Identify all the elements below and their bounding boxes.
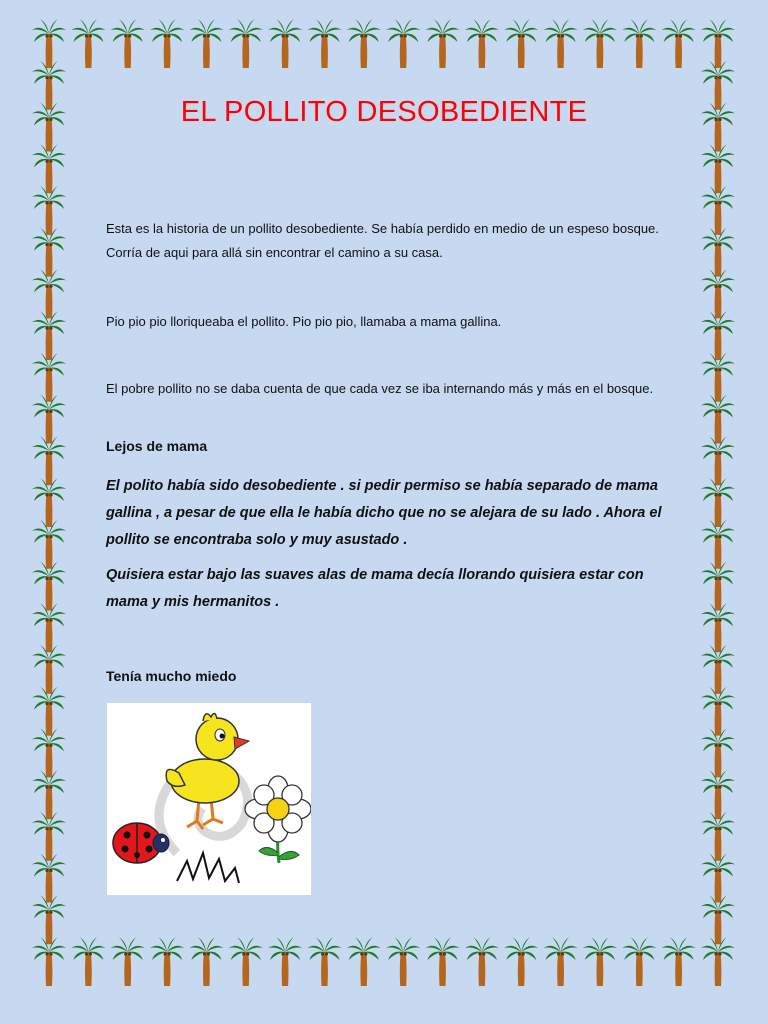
palm-tree-icon [32,269,66,318]
palm-tree-icon [662,937,696,986]
palm-tree-icon [544,937,578,986]
palm-tree-icon [111,19,145,68]
palm-tree-icon [32,603,66,652]
palm-tree-icon [465,19,499,68]
palm-tree-icon [308,19,342,68]
palm-tree-icon [347,19,381,68]
palm-tree-icon [662,19,696,68]
chick-illustration [107,703,311,895]
palm-tree-icon [701,770,735,819]
palm-tree-icon [701,562,735,611]
palm-tree-icon [32,353,66,402]
palm-tree-icon [504,937,538,986]
palm-tree-icon [229,937,263,986]
palm-tree-icon [701,436,735,485]
palm-tree-icon [701,186,735,235]
palm-tree-icon [701,812,735,861]
forest-paragraph: El pobre pollito no se daba cuenta de que cada vez se iba internando más y más en el bosque. [106,381,654,396]
palm-tree-icon [701,854,735,903]
palm-tree-icon [386,19,420,68]
palm-tree-icon [426,19,460,68]
palm-tree-icon [229,19,263,68]
palm-tree-icon [189,19,223,68]
palm-tree-icon [701,520,735,569]
palm-tree-icon [504,19,538,68]
palm-tree-icon [386,937,420,986]
palm-tree-icon [32,812,66,861]
palm-tree-icon [622,19,656,68]
palm-tree-icon [32,937,66,986]
palm-tree-icon [268,937,302,986]
palm-tree-icon [701,269,735,318]
palm-tree-icon [111,937,145,986]
intro-paragraph: Esta es la historia de un pollito desobediente. Se había perdido en medio de un espeso bosque. Corría de aqui para allá sin encontrar el camino a su casa. [106,221,659,260]
palm-tree-icon [32,19,66,68]
palm-tree-icon [701,395,735,444]
palm-tree-icon [32,687,66,736]
palm-tree-icon [701,311,735,360]
palm-tree-icon [622,937,656,986]
palm-tree-icon [71,19,105,68]
palm-tree-icon [32,311,66,360]
palm-tree-icon [32,645,66,694]
palm-tree-icon [701,19,735,68]
palm-tree-icon [583,19,617,68]
palm-tree-icon [32,228,66,277]
palm-tree-icon [347,937,381,986]
palm-tree-icon [32,728,66,777]
palm-tree-icon [465,937,499,986]
palm-tree-icon [32,478,66,527]
palm-tree-icon [32,520,66,569]
palm-tree-icon [583,937,617,986]
palm-tree-icon [701,353,735,402]
palm-tree-icon [544,19,578,68]
palm-tree-icon [32,144,66,193]
section-heading-lejos: Lejos de mama [106,438,208,454]
palm-tree-icon [32,186,66,235]
palm-tree-icon [268,19,302,68]
palm-tree-icon [701,687,735,736]
pio-paragraph: Pio pio pio lloriqueaba el pollito. Pio pio pio, llamaba a mama gallina. [106,314,502,329]
palm-tree-icon [32,854,66,903]
palm-tree-icon [701,895,735,944]
palm-tree-icon [701,937,735,986]
palm-tree-icon [701,478,735,527]
palm-tree-icon [701,228,735,277]
palm-tree-icon [32,436,66,485]
palm-tree-icon [701,645,735,694]
page-title: EL POLLITO DESOBEDIENTE [180,96,588,128]
italic-paragraph-disobedient: El polito había sido desobediente . si pedir permiso se había separado de mama gallina , a pesar de que ella le había dicho que no se alejara de su lado . Ahora el pollito se encontraba solo y muy asustado . [106,478,662,548]
palm-tree-icon [32,895,66,944]
palm-tree-icon [426,937,460,986]
palm-tree-icon [32,395,66,444]
palm-tree-icon [150,19,184,68]
italic-paragraph-wish: Quisiera estar bajo las suaves alas de mama decía llorando quisiera estar con mama y mis hermanitos . [106,567,644,610]
palm-tree-icon [150,937,184,986]
palm-tree-icon [71,937,105,986]
section-heading-miedo: Tenía mucho miedo [106,668,237,684]
palm-tree-icon [32,770,66,819]
palm-tree-icon [701,603,735,652]
palm-tree-icon [308,937,342,986]
palm-tree-icon [32,562,66,611]
palm-tree-icon [701,144,735,193]
palm-tree-icon [701,728,735,777]
palm-tree-icon [189,937,223,986]
